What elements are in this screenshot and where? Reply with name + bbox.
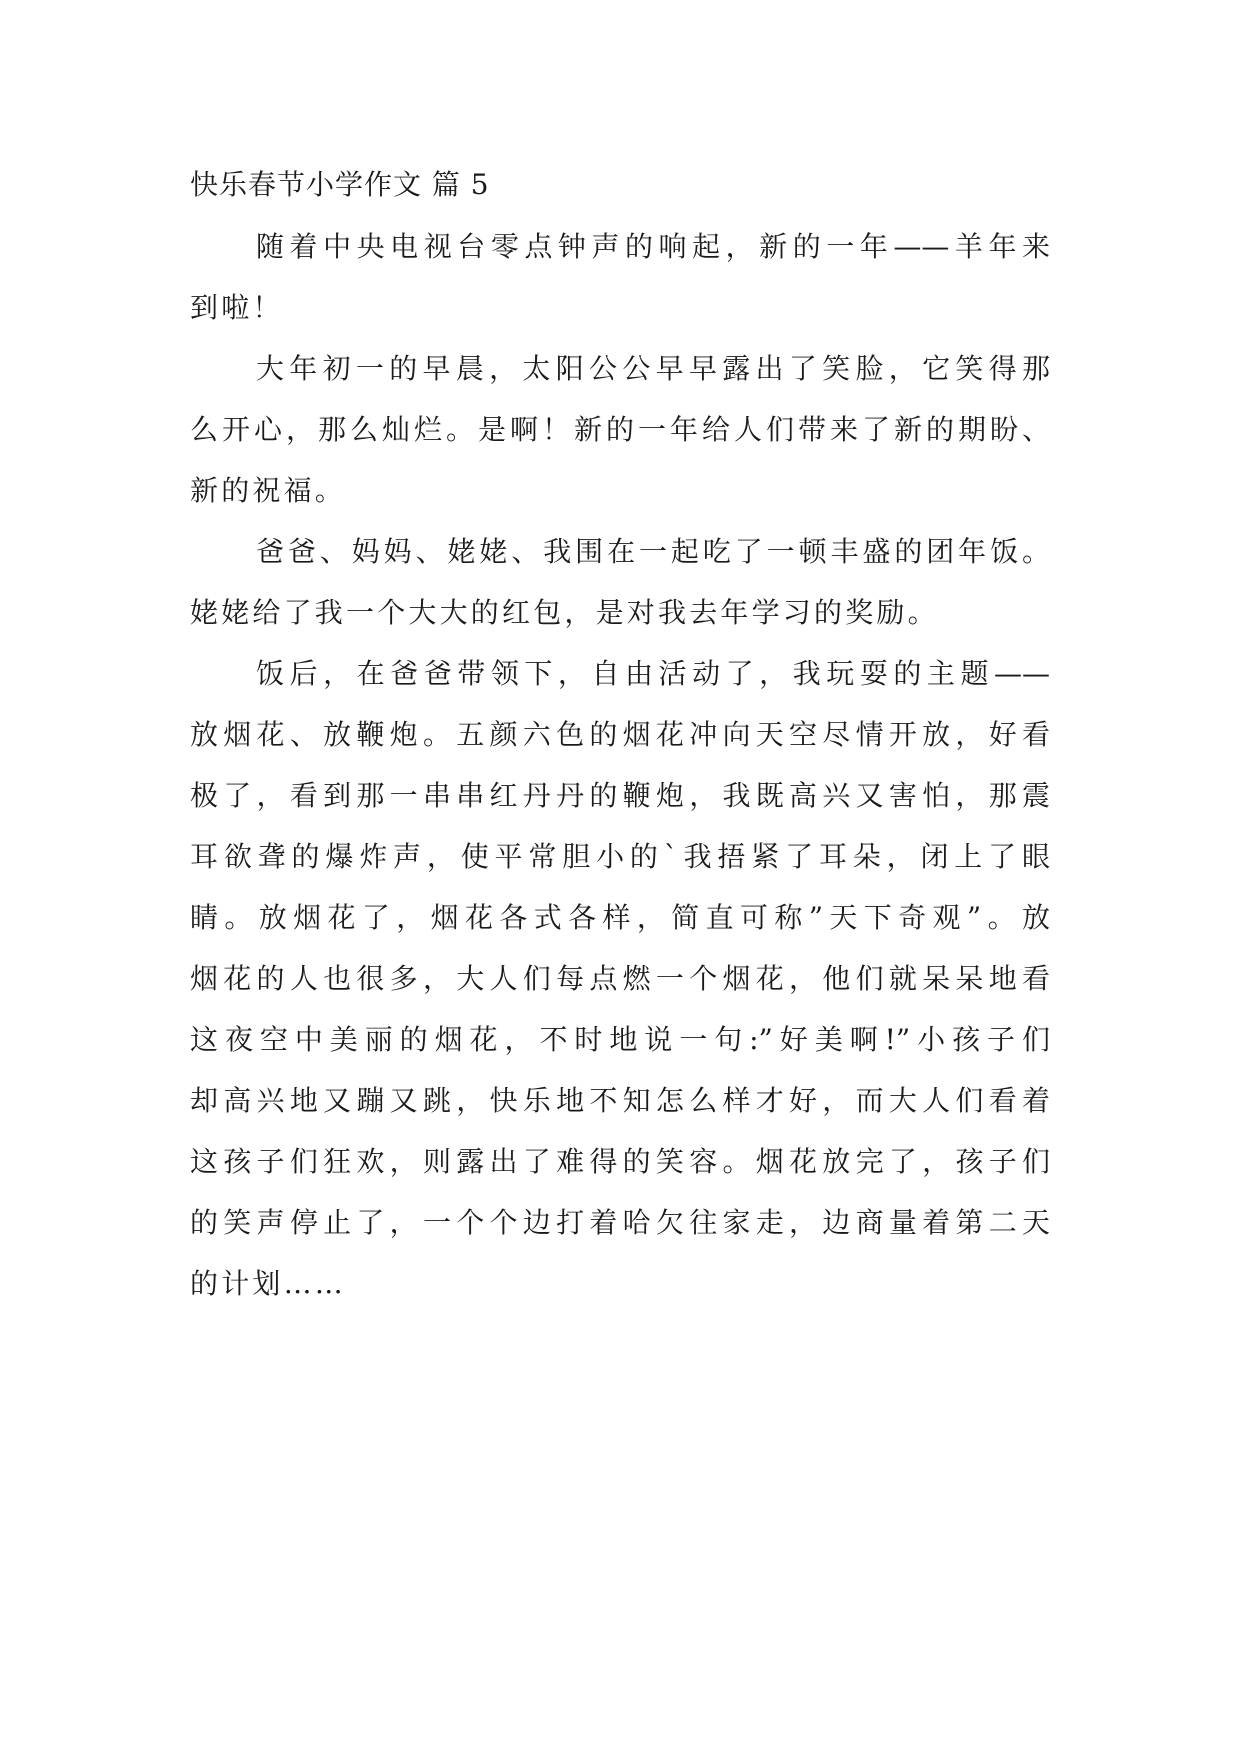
paragraph-line: 耳欲聋的爆炸声，使平常胆小的`我捂紧了耳朵，闭上了眼 <box>190 840 1050 873</box>
paragraph-line: 这孩子们狂欢，则露出了难得的笑容。烟花放完了，孩子们 <box>190 1145 1050 1178</box>
paragraph-4 <box>190 651 1050 1322</box>
paragraph-2 <box>190 346 1050 529</box>
paragraph-line: 随着中央电视台零点钟声的响起，新的一年——羊年来 <box>256 230 1050 263</box>
paragraph-line: 爸爸、妈妈、姥姥、我围在一起吃了一顿丰盛的团年饭。 <box>256 535 1050 568</box>
paragraph-line: 睛。放烟花了，烟花各式各样，简直可称”天下奇观”。放 <box>190 901 1050 934</box>
paragraph-1 <box>190 224 1050 346</box>
paragraph-line: 这夜空中美丽的烟花，不时地说一句:”好美啊!”小孩子们 <box>190 1023 1050 1056</box>
paragraph-line: 么开心，那么灿烂。是啊！新的一年给人们带来了新的期盼、 <box>190 413 1050 446</box>
paragraph-line: 姥姥给了我一个大大的红包，是对我去年学习的奖励。 <box>190 596 939 629</box>
document-title: 快乐春节小学作文 篇 5 <box>190 168 490 201</box>
paragraph-3 <box>190 529 1050 651</box>
paragraph-line: 的笑声停止了，一个个边打着哈欠往家走，边商量着第二天 <box>190 1206 1050 1239</box>
paragraph-line: 新的祝福。 <box>190 474 347 507</box>
paragraph-line: 的计划…… <box>190 1267 347 1300</box>
paragraph-line: 极了，看到那一串串红丹丹的鞭炮，我既高兴又害怕，那震 <box>190 779 1050 812</box>
paragraph-line: 烟花的人也很多，大人们每点燃一个烟花，他们就呆呆地看 <box>190 962 1050 995</box>
paragraph-line: 大年初一的早晨，太阳公公早早露出了笑脸，它笑得那 <box>256 352 1050 385</box>
paragraph-line: 饭后，在爸爸带领下，自由活动了，我玩耍的主题—— <box>256 657 1050 690</box>
paragraph-line: 到啦！ <box>190 291 284 324</box>
paragraph-line: 却高兴地又蹦又跳，快乐地不知怎么样才好，而大人们看着 <box>190 1084 1050 1117</box>
paragraph-line: 放烟花、放鞭炮。五颜六色的烟花冲向天空尽情开放，好看 <box>190 718 1050 751</box>
